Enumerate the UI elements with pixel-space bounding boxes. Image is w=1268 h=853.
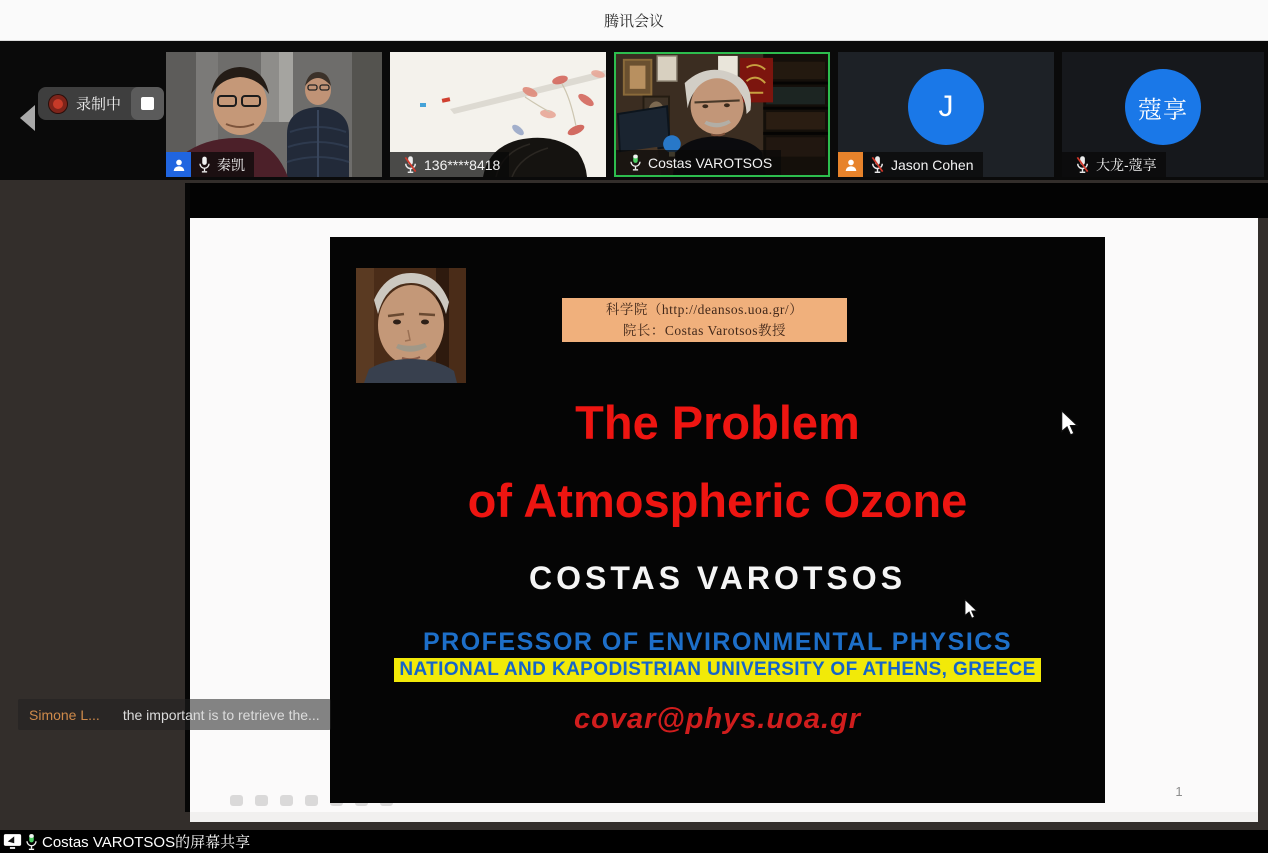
slide-university: NATIONAL AND KAPODISTRIAN UNIVERSITY OF ATHENS, GREECE	[394, 658, 1040, 682]
member-badge-icon	[166, 152, 191, 177]
slide-university-wrap	[330, 658, 1105, 682]
chat-message-text: the important is to retrieve the...	[122, 706, 320, 723]
participant-thumb-136[interactable]	[390, 52, 606, 177]
participant-name: Jason Cohen	[891, 156, 974, 173]
participant-name: 秦凯	[217, 156, 245, 173]
participant-name: 136****8418	[424, 156, 501, 173]
mic-on-icon	[197, 155, 212, 174]
shared-screen	[185, 183, 1268, 822]
participant-name: Costas VAROTSOS	[648, 154, 773, 171]
mic-muted-icon	[1074, 155, 1091, 174]
member-badge-icon	[838, 152, 863, 177]
slide-email: covar@phys.uoa.gr	[573, 703, 862, 735]
recording-dot-icon	[49, 95, 67, 113]
stop-recording-button[interactable]	[131, 87, 164, 120]
shared-screen-top-band	[185, 183, 1268, 218]
participant-label	[390, 152, 509, 177]
stop-icon	[141, 97, 154, 110]
chat-message-preview[interactable]	[18, 699, 331, 730]
bottom-statusbar	[0, 830, 1268, 853]
screen-share-icon	[3, 833, 22, 850]
slide-title-line1: The Problem	[575, 396, 860, 449]
screen-share-status-text: Costas VAROTSOS的屏幕共享	[42, 834, 251, 851]
recording-indicator	[38, 87, 164, 120]
affiliation-line2: 院长：Costas Varotsos教授	[622, 323, 787, 338]
participant-name: 大龙-蔻享	[1096, 156, 1157, 173]
participant-label	[166, 152, 254, 177]
slide-role: PROFESSOR OF ENVIRONMENTAL PHYSICS	[422, 628, 1013, 656]
affiliation-box	[562, 298, 847, 342]
video-strip	[0, 41, 1268, 180]
avatar-letter: J	[938, 90, 954, 123]
window-title: 腾讯会议	[603, 12, 664, 30]
participant-thumb-costas[interactable]	[614, 52, 830, 177]
main-stage	[0, 180, 1268, 830]
participant-thumb-qinkai[interactable]	[166, 52, 382, 177]
collapse-strip-arrow-icon[interactable]	[20, 105, 35, 131]
avatar	[1125, 69, 1201, 145]
slide-page-number: 1	[1175, 784, 1183, 799]
window-titlebar	[0, 0, 1268, 41]
mic-speaking-icon	[628, 153, 643, 172]
avatar-letter: 蔻享	[1138, 96, 1188, 124]
avatar	[908, 69, 984, 145]
participant-label	[838, 152, 983, 177]
mic-muted-icon	[402, 155, 419, 174]
slide-title-line2: of Atmospheric Ozone	[467, 474, 968, 527]
recording-label: 录制中	[76, 96, 122, 113]
participant-thumb-dalong[interactable]	[1062, 52, 1264, 177]
mic-speaking-icon	[24, 833, 39, 851]
mic-muted-icon	[869, 155, 886, 174]
participant-label	[1062, 152, 1166, 177]
slide	[330, 237, 1105, 803]
chat-sender: Simone L...	[29, 706, 100, 723]
affiliation-line1: 科学院（http://deansos.uoa.gr/）	[605, 302, 804, 317]
presentation-statusbar-strip	[190, 812, 1258, 822]
participant-thumb-jason[interactable]	[838, 52, 1054, 177]
speaker-photo	[356, 268, 466, 383]
slide-title	[330, 396, 1105, 527]
participant-label	[616, 150, 781, 175]
slide-author: COSTAS VAROTSOS	[528, 560, 907, 596]
